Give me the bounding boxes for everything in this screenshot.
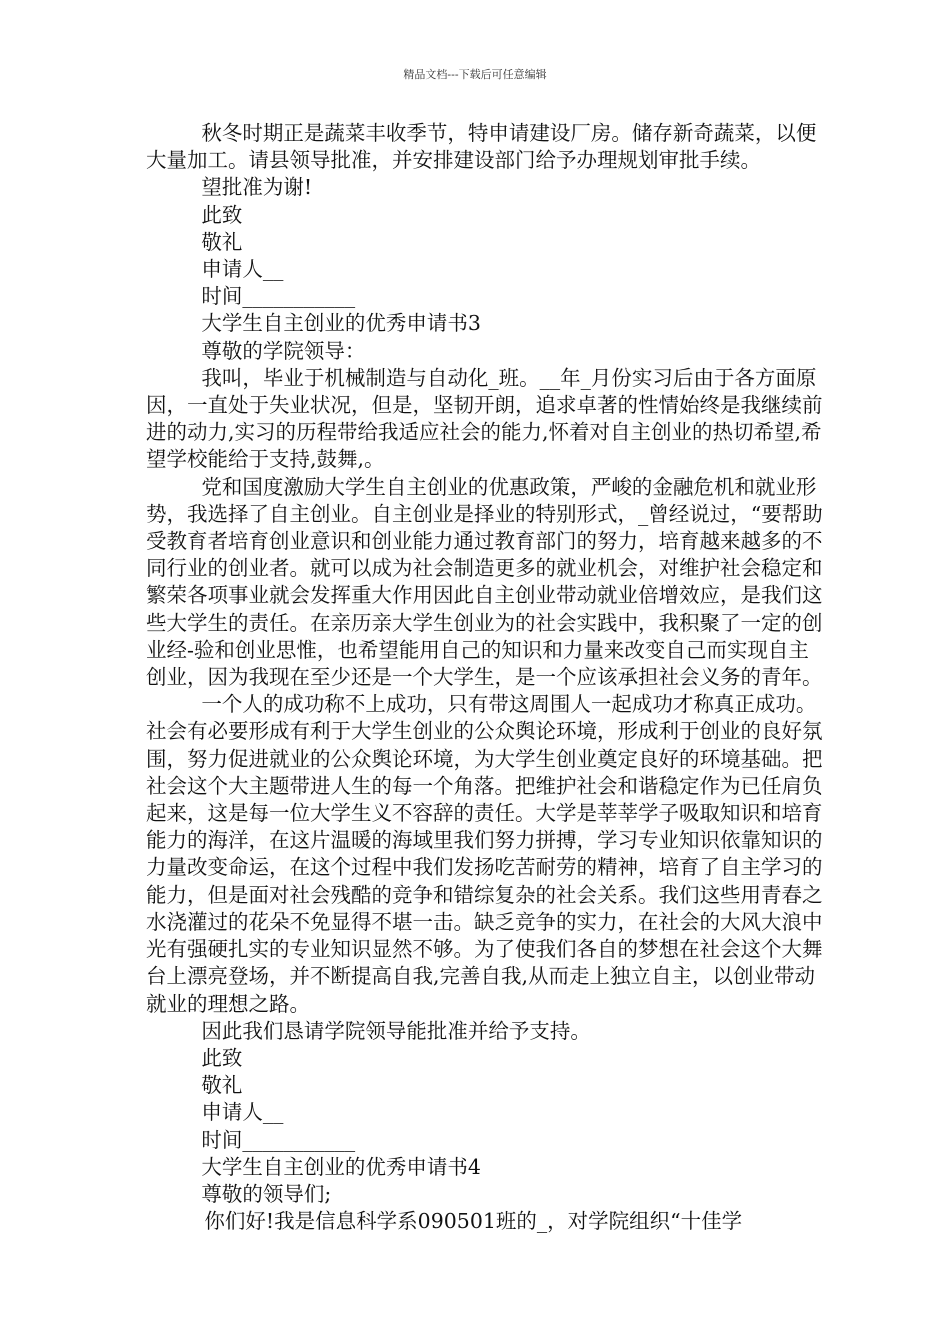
document-body [146, 120, 826, 1235]
paragraph: 因此我们恳请学院领导能批准并给予支持。 [201, 1018, 591, 1043]
applicant-line: 申请人__ [201, 1100, 284, 1125]
salutation-line: 此致 [201, 202, 243, 227]
salutation-line: 敬礼 [201, 229, 243, 254]
paragraph: 一个人的成功称不上成功，只有带这周围人一起成功才称真正成功。社会有必要形成有利于大学生创业的公众舆论环境，形成利于创业的良好氛围，努力促进就业的公众舆论环境，为大学生创业奠定良好的环境基础。把社会这个大主题带进人生的每一个角落。把维护社会和谐稳定作为已任肩负起来，这是每一位大学生义不容辞的责任。大学是莘莘学子吸取知识和培育能力的海洋，在这片温暖的海域里我们努力拼搏，学习专业知识依靠知识的力量改变命运，在这个过程中我们发扬吃苦耐劳的精神，培育了自主学习的能力，但是面对社会残酷的竞争和错综复杂的社会关系。我们这些用青春之水浇灌过的花朵不免显得不堪一击。缺乏竞争的实力，在社会的大风大浪中光有强硬扎实的专业知识显然不够。为了使我们各自的梦想在社会这个大舞台上漂亮登场，并不断提高自我,完善自我,从而走上独立自主，以创业带动就业的理想之路。 [146, 692, 823, 1016]
page-header: 精品文档---下载后可任意编辑 [403, 68, 547, 81]
greeting-line: 尊敬的学院领导： [201, 338, 366, 363]
greeting-line: 尊敬的领导们; [201, 1181, 332, 1206]
paragraph: 你们好!我是信息科学系090501班的_，对学院组织“十佳学 [204, 1209, 743, 1234]
salutation-line: 此致 [201, 1045, 243, 1070]
section-title: 大学生自主创业的优秀申请书3 [201, 311, 481, 336]
date-line: 时间___________ [201, 284, 356, 309]
paragraph: 党和国度激励大学生自主创业的优惠政策，严峻的金融危机和就业形势，我选择了自主创业。自主创业是择业的特别形式，_曾经说过，“要帮助受教育者培育创业意识和创业能力通过教育部门的努力，培育越来越多的不同行业的创业者。就可以成为社会制造更多的就业机会，对维护社会稳定和繁荣各项事业就会发挥重大作用因此自主创业带动就业倍增效应，是我们这些大学生的责任。在亲历亲大学生创业为的社会实践中，我积聚了一定的创业经-验和创业思惟，也希望能用自己的知识和力量来改变自己而实现自主创业，因为我现在至少还是一个大学生，是一个应该承担社会义务的青年。 [146, 474, 823, 690]
date-line: 时间___________ [201, 1127, 356, 1152]
applicant-line: 申请人__ [201, 257, 284, 282]
salutation-line: 敬礼 [201, 1073, 243, 1098]
section-title: 大学生自主创业的优秀申请书4 [201, 1154, 481, 1179]
paragraph: 我叫，毕业于机械制造与自动化_班。__年_月份实习后由于各方面原因，一直处于失业状况，但是，坚韧开朗，追求卓著的性情始终是我继续前进的动力,实习的历程带给我适应社会的能力,怀着对自主创业的热切希望,希望学校能给于支持,鼓舞,。 [146, 365, 823, 472]
paragraph: 秋冬时期正是蔬菜丰收季节，特申请建设厂房。储存新奇蔬菜，以便大量加工。请县领导批准，并安排建设部门给予办理规划审批手续。 [146, 121, 817, 173]
paragraph: 望批准为谢! [201, 175, 313, 200]
